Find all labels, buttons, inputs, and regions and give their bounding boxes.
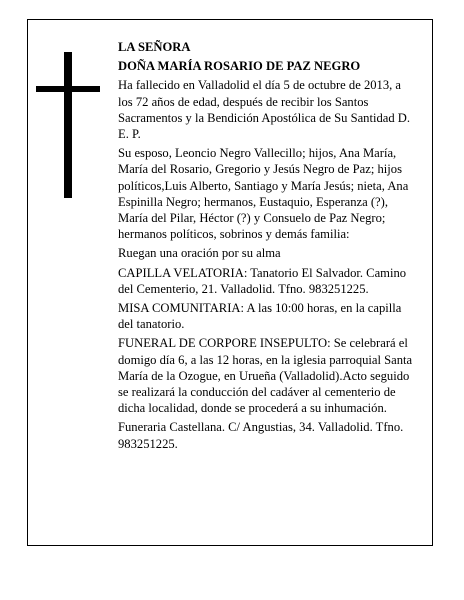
cross-vertical-bar: [64, 52, 72, 198]
obituary-text: [118, 39, 418, 455]
honorific-title: LA SEÑORA: [118, 40, 191, 54]
deceased-name: DOÑA MARÍA ROSARIO DE PAZ NEGRO: [118, 59, 361, 74]
death-announcement: Ha fallecido en Valladolid el día 5 de octubre de 2013, a los 72 años de edad, después de recibir los Santos Sacramentos y la Bendición Apostólica de Su Santidad D. E. P.: [118, 78, 411, 142]
community-mass-info: MISA COMUNITARIA: A las 10:00 horas, en la capilla del tanatorio.: [118, 301, 402, 332]
funeral-info: FUNERAL DE CORPORE INSEPULTO: Se celebrará el domigo día 6, a las 12 horas, en la iglesia parroquial Santa María de la Ozogue, en Urueña (Valladolid).Acto seguido se realizará la conducción del cadáver al cementerio de dicha localidad, donde se procederá a su inhumación.: [118, 336, 413, 416]
family-list: Su esposo, Leoncio Negro Vallecillo; hijos, Ana María, María del Rosario, Gregorio y Jesús Negro de Paz; hijos políticos,Luis Alberto, Santiago y María Jesús; nieta, Ana Espinilla Negro; hermanos, Eustaquio, Esperanza (?), María del Pilar, Héctor (?) y Consuelo de Paz Negro; hermanos políticos, sobrinos y demás familia:: [118, 146, 409, 242]
funeral-home-info: Funeraria Castellana. C/ Angustias, 34. Valladolid. Tfno. 983251225.: [118, 420, 404, 451]
prayer-request: Ruegan una oración por su alma: [118, 246, 281, 261]
latin-cross-icon: [36, 52, 100, 198]
cross-horizontal-bar: [36, 86, 100, 92]
wake-chapel-info: CAPILLA VELATORIA: Tanatorio El Salvador. Camino del Cementerio, 21. Valladolid. Tfno. 983251225.: [118, 265, 407, 296]
